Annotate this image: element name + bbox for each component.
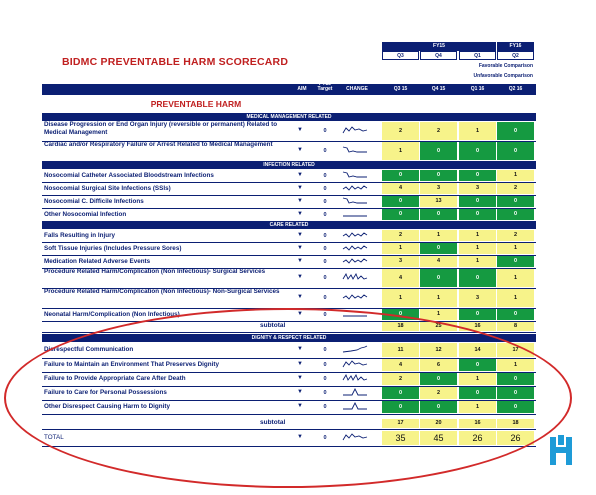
value-cell: 35 [382,431,419,445]
subtotal-value: 17 [382,419,419,428]
row-label: Failure to Care for Personal Possessions [44,389,167,396]
value-cell: 1 [382,289,419,307]
row-label: Procedure Related Harm/Complication (Non Infectious)- Surgical Services [44,268,266,275]
target-value: 0 [323,435,327,441]
target-value: 0 [323,172,327,179]
value-cell: 0 [497,209,534,220]
value-cell: 1 [459,373,496,385]
value-cell: 0 [497,387,534,399]
section-header: DIGNITY & RESPECT RELATED [42,334,536,342]
aim-arrow-icon: ▼ [297,389,303,395]
row-label: Nosocomial C. Difficile Infections [44,197,144,205]
row-label: Cardiac and/or Respiratory Failure or Arrest Related to Medical Management [44,141,273,148]
target-value: 0 [323,362,327,368]
value-cell: 12 [420,343,457,357]
aim-arrow-icon: ▼ [297,310,303,317]
section-header: MEDICAL MANAGEMENT RELATED [42,113,536,121]
value-cell: 1 [420,309,457,320]
highlight-ellipse [4,308,572,488]
value-cell: 1 [497,269,534,287]
value-cell: 0 [497,401,534,413]
value-cell: 0 [459,387,496,399]
table-row [42,208,536,222]
value-cell: 1 [459,122,496,140]
fy16-header: FY16 [497,42,534,51]
row-label: Neonatal Harm/Complication (Non Infectious) [44,310,180,318]
legend-favorable: Favorable Comparison [478,63,533,69]
value-cell: 17 [497,343,534,357]
target-value: 0 [323,275,327,281]
table-row [42,229,536,243]
quarter-q2: Q2 [497,51,534,60]
section-title: PREVENTABLE HARM [150,99,242,109]
value-cell: 4 [420,256,457,267]
value-cell: 11 [382,343,419,357]
value-cell: 1 [497,289,534,307]
value-cell: 2 [382,122,419,140]
value-cell: 0 [459,309,496,320]
aim-arrow-icon: ▼ [297,147,303,153]
aim-arrow-icon: ▼ [297,210,303,217]
value-cell: 0 [382,209,419,220]
value-cell: 3 [420,183,457,194]
target-value: 0 [323,390,327,396]
value-cell: 1 [459,256,496,267]
value-cell: 0 [382,387,419,399]
table-row [42,288,536,309]
quarter-q3: Q3 [382,51,419,60]
value-cell: 0 [459,269,496,287]
value-cell: 0 [459,196,496,207]
value-cell: 4 [382,269,419,287]
value-cell: 0 [497,373,534,385]
table-row [42,182,536,196]
aim-arrow-icon: ▼ [297,361,303,367]
value-cell: 0 [497,256,534,267]
subtotal-label: subtotal [260,322,286,329]
row-label: Nosocomial Catheter Associated Bloodstream Infections [44,171,214,179]
target-value: 0 [323,211,327,218]
value-cell: 1 [497,359,534,371]
subtotal-label: subtotal [260,419,286,426]
value-cell: 2 [497,230,534,241]
subtotal-value: 16 [459,322,496,331]
aim-arrow-icon: ▼ [297,231,303,238]
value-cell: 1 [497,170,534,181]
value-cell: 2 [420,122,457,140]
section-header: CARE RELATED [42,221,536,229]
target-header: FY15 Target [317,81,333,92]
value-cell: 1 [420,230,457,241]
value-cell: 1 [459,401,496,413]
row-label: Nosocomial Surgical Site Infections (SSIs) [44,184,171,192]
subtotal-value: 20 [420,419,457,428]
value-cell: 0 [382,401,419,413]
aim-arrow-icon: ▼ [297,274,303,280]
table-row [42,255,536,269]
change-sparkline [342,272,368,282]
subtotal-value: 25 [420,322,457,331]
value-cell: 1 [459,230,496,241]
section-header: INFECTION RELATED [42,161,536,169]
page-title: BIDMC PREVENTABLE HARM SCORECARD [62,56,289,68]
aim-arrow-icon: ▼ [297,171,303,178]
value-cell: 0 [420,373,457,385]
target-value: 0 [323,311,327,318]
change-sparkline [342,243,368,253]
target-value: 0 [323,148,327,154]
row-label: Soft Tissue Injuries (Includes Pressure Sores) [44,244,182,252]
aim-arrow-icon: ▼ [297,403,303,409]
target-value: 0 [323,245,327,252]
table-row [42,268,536,289]
aim-header: AIM [297,86,307,92]
bidmc-logo-icon [550,435,572,467]
column-header-bar [42,81,536,95]
aim-arrow-icon: ▼ [297,127,303,133]
row-label: Procedure Related Harm/Complication (Non Infectious)- Non-Surgical Services [44,288,280,295]
change-sparkline [342,292,368,302]
value-cell: 4 [382,359,419,371]
row-label: Disease Progression or End Organ Injury (reversible or permanent) Related to Medical Management [44,121,278,136]
value-cell: 0 [420,243,457,254]
target-value: 0 [323,232,327,239]
value-cell: 3 [459,183,496,194]
value-cell: 0 [420,401,457,413]
target-value: 0 [323,185,327,192]
quarter-q1: Q1 [459,51,496,60]
aim-arrow-icon: ▼ [297,244,303,251]
aim-arrow-icon: ▼ [297,346,303,352]
subtotal-value: 18 [382,322,419,331]
table-row [42,195,536,209]
value-cell: 0 [497,309,534,320]
change-sparkline [342,170,368,180]
value-cell: 13 [420,196,457,207]
change-sparkline [342,125,368,135]
legend-unfavorable: Unfavorable Comparison [473,73,533,79]
change-sparkline [342,209,368,219]
fy15-header: FY15 [382,42,496,51]
row-label: Other Disrespect Causing Harm to Dignity [44,403,170,410]
change-sparkline [342,196,368,206]
value-cell: 0 [459,142,496,160]
row-label: TOTAL [44,434,64,441]
value-cell: 0 [459,170,496,181]
value-cell: 0 [382,196,419,207]
table-row [42,169,536,183]
row-label: Other Nosocomial Infection [44,210,127,218]
value-cell: 3 [382,256,419,267]
row-label: Disrespectful Communication [44,346,134,353]
value-cell: 0 [420,269,457,287]
value-cell: 26 [497,431,534,445]
aim-arrow-icon: ▼ [297,184,303,191]
target-value: 0 [323,128,327,134]
value-cell: 0 [497,142,534,160]
subtotal-value: 8 [497,322,534,331]
value-cell: 14 [459,343,496,357]
row-label: Failure to Maintain an Environment That Preserves Dignity [44,361,219,368]
value-cell: 1 [382,142,419,160]
target-value: 0 [323,258,327,265]
value-cell: 0 [420,142,457,160]
value-cell: 1 [382,243,419,254]
row-label: Medication Related Adverse Events [44,257,151,265]
target-value: 0 [323,198,327,205]
quarter-q4: Q4 [420,51,457,60]
value-cell: 1 [497,243,534,254]
value-cell: 4 [382,183,419,194]
change-header: CHANGE [346,86,368,92]
q2-16-header: Q2 16 [508,86,523,92]
aim-arrow-icon: ▼ [297,375,303,381]
target-value: 0 [323,376,327,382]
value-cell: 0 [459,359,496,371]
value-cell: 0 [420,209,457,220]
q3-15-header: Q3 15 [393,86,408,92]
value-cell: 0 [459,209,496,220]
value-cell: 45 [420,431,457,445]
value-cell: 3 [459,289,496,307]
value-cell: 0 [382,170,419,181]
value-cell: 26 [459,431,496,445]
change-sparkline [342,145,368,155]
target-value: 0 [323,295,327,301]
change-sparkline [342,256,368,266]
subtotal-value: 18 [497,419,534,428]
table-row [42,141,536,162]
row-label: Falls Resulting in Injury [44,231,116,239]
value-cell: 2 [497,183,534,194]
table-row [42,121,536,142]
value-cell: 0 [420,170,457,181]
value-cell: 2 [420,387,457,399]
change-sparkline [342,183,368,193]
q1-16-header: Q1 16 [470,86,485,92]
subtotal-value: 16 [459,419,496,428]
target-value: 0 [323,347,327,353]
value-cell: 2 [382,230,419,241]
value-cell: 0 [497,196,534,207]
value-cell: 0 [382,309,419,320]
value-cell: 0 [497,122,534,140]
row-label: Failure to Provide Appropriate Care After Death [44,375,186,382]
value-cell: 1 [420,289,457,307]
value-cell: 6 [420,359,457,371]
aim-arrow-icon: ▼ [297,197,303,204]
change-sparkline [342,230,368,240]
target-value: 0 [323,404,327,410]
q4-15-header: Q4 15 [431,86,446,92]
aim-arrow-icon: ▼ [297,294,303,300]
value-cell: 1 [459,243,496,254]
aim-arrow-icon: ▼ [297,434,303,440]
value-cell: 2 [382,373,419,385]
aim-arrow-icon: ▼ [297,257,303,264]
table-row [42,242,536,256]
